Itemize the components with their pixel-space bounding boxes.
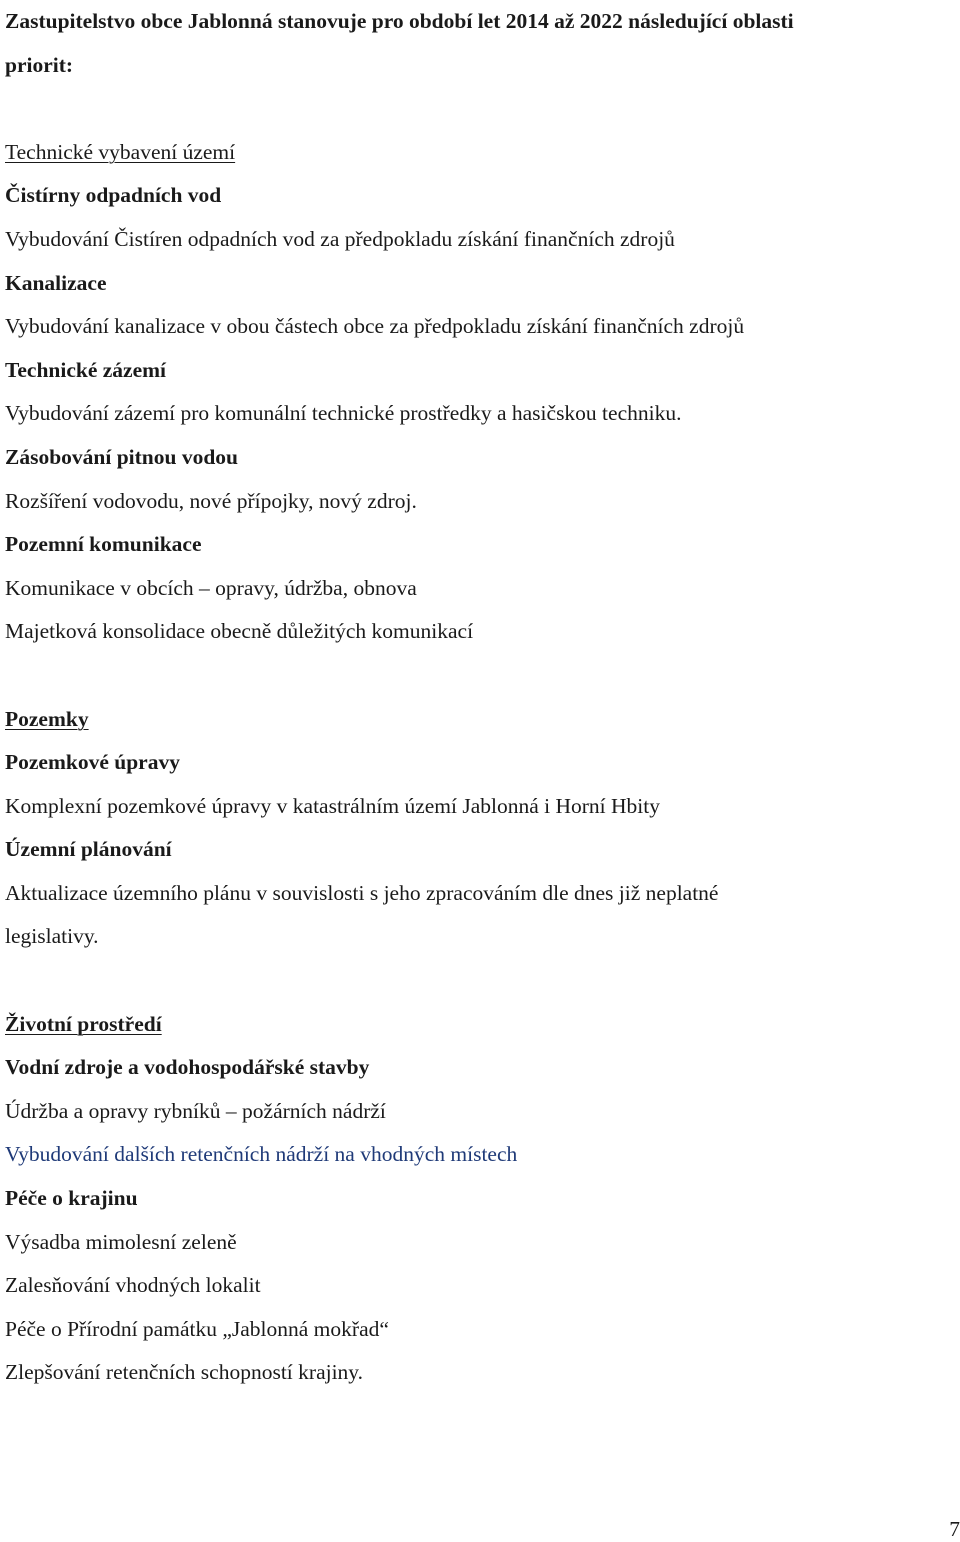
text-landscape-care-1: Výsadba mimolesní zeleně [5,1229,237,1254]
spacer [5,87,955,131]
subheading-wastewater: Čistírny odpadních vod [5,183,222,208]
subheading-roads: Pozemní komunikace [5,532,202,557]
page-number: 7 [949,1517,960,1541]
spacer [5,959,955,1003]
text-water-resources-1: Údržba a opravy rybníků – požárních nádrží [5,1098,386,1123]
text-spatial-planning-1: Aktualizace územního plánu v souvislosti s jeho zpracováním dle dnes již neplatné [5,880,719,905]
text-landscape-care-2: Zalesňování vhodných lokalit [5,1273,261,1298]
spacer [5,654,955,698]
subheading-spatial-planning: Územní plánování [5,837,172,862]
document-page [5,0,955,1395]
text-technical-base: Vybudování zázemí pro komunální technické prostředky a hasičskou techniku. [5,401,682,426]
text-wastewater: Vybudování Čistíren odpadních vod za předpokladu získání finančních zdrojů [5,226,675,251]
section-heading-land: Pozemky [5,706,89,731]
section-heading-environment: Životní prostředí [5,1011,162,1036]
section-heading-technical: Technické vybavení území [5,139,236,164]
subheading-sewerage: Kanalizace [5,270,107,295]
text-water-supply: Rozšíření vodovodu, nové přípojky, nový zdroj. [5,488,417,513]
subheading-water-resources: Vodní zdroje a vodohospodářské stavby [5,1055,370,1080]
text-landscape-care-4: Zlepšování retenčních schopností krajiny. [5,1360,364,1385]
text-spatial-planning-2: legislativy. [5,924,99,949]
text-sewerage: Vybudování kanalizace v obou částech obce za předpokladu získání finančních zdrojů [5,314,745,339]
text-roads-2: Majetková konsolidace obecně důležitých komunikací [5,619,474,644]
text-water-resources-2: Vybudování dalších retenčních nádrží na vhodných místech [5,1142,518,1167]
intro-line-2: priorit: [5,52,74,77]
text-roads-1: Komunikace v obcích – opravy, údržba, obnova [5,575,417,600]
text-landscape-care-3: Péče o Přírodní památku „Jablonná mokřad“ [5,1316,389,1341]
subheading-technical-base: Technické zázemí [5,357,167,382]
intro-line-1: Zastupitelstvo obce Jablonná stanovuje pro období let 2014 až 2022 následující oblasti [5,9,794,33]
subheading-landscape-care: Péče o krajinu [5,1186,138,1211]
subheading-water-supply: Zásobování pitnou vodou [5,444,239,469]
text-land-adjustments: Komplexní pozemkové úpravy v katastrálním území Jablonná i Horní Hbity [5,793,661,818]
subheading-land-adjustments: Pozemkové úpravy [5,750,180,775]
